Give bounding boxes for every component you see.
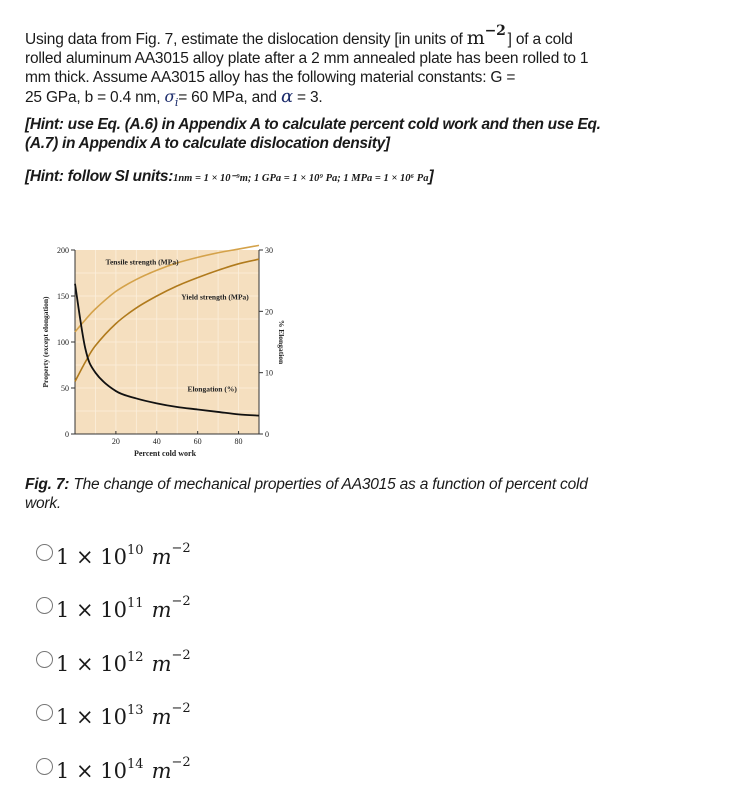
x-tick-label: 80 — [234, 437, 243, 446]
y-tick-label: 150 — [57, 292, 69, 301]
x-axis-label: Percent cold work — [133, 449, 197, 458]
question-text-part: 25 GPa, b = 0.4 nm, — [25, 89, 165, 106]
option-label: $1 \times 10^{10}$ $m^{-2}$ — [56, 541, 191, 569]
hint-si-suffix: ] — [428, 168, 434, 185]
question-line-4 — [25, 87, 725, 112]
question-text-part: ] of a cold — [507, 31, 573, 48]
sigma-symbol: σ — [164, 88, 175, 106]
y2-tick-label: 20 — [265, 307, 273, 317]
radio-button[interactable] — [36, 597, 53, 614]
question-line-3: mm thick. Assume AA3015 alloy has the following material constants: G = — [25, 69, 516, 86]
x-tick-label: 40 — [152, 437, 161, 446]
figure-caption — [25, 475, 685, 513]
y2-tick-label: 0 — [265, 430, 269, 439]
answer-option-5[interactable] — [36, 754, 191, 784]
figure-7-chart — [30, 236, 300, 466]
hint-line-2: (A.7) in Appendix A to calculate dislocation density] — [25, 135, 390, 152]
y2-tick-label: 10 — [265, 368, 273, 378]
hint-line-1: [Hint: use Eq. (A.6) in Appendix A to calculate percent cold work and then use Eq. — [25, 116, 601, 133]
chart-svg — [30, 236, 300, 466]
caption-text-2: work. — [25, 495, 62, 512]
series-annotation: Tensile strength (MPa) — [105, 257, 179, 267]
y-tick-label: 0 — [65, 430, 69, 439]
radio-button[interactable] — [36, 758, 53, 775]
series-annotation: Elongation (%) — [187, 384, 237, 394]
answer-option-3[interactable] — [36, 647, 191, 677]
question-line-1 — [25, 22, 725, 49]
answer-option-4[interactable] — [36, 700, 191, 730]
unit-exponent: −2 — [484, 23, 506, 39]
caption-label: Fig. 7: — [25, 476, 70, 493]
question-text-part: Using data from Fig. 7, estimate the dislocation density [in units of — [25, 31, 467, 48]
y2-axis-label: % Elongation — [277, 319, 286, 365]
hint-equations — [25, 115, 725, 153]
option-label: $1 \times 10^{11}$ $m^{-2}$ — [56, 594, 191, 622]
y2-tick-label: 30 — [265, 246, 273, 255]
option-label: $1 \times 10^{14}$ $m^{-2}$ — [56, 755, 191, 783]
series-annotation: Yield strength (MPa) — [181, 292, 249, 302]
hint-si-prefix: [Hint: follow SI units: — [25, 168, 174, 185]
unit-m: m — [466, 27, 485, 49]
question-text-part: = 3. — [292, 89, 323, 106]
answer-option-1[interactable] — [36, 540, 191, 570]
radio-button[interactable] — [36, 651, 53, 668]
option-label: $1 \times 10^{12}$ $m^{-2}$ — [56, 648, 191, 676]
question-line-2: rolled aluminum AA3015 alloy plate after a 2 mm annealed plate has been rolled to 1 — [25, 50, 589, 67]
option-label: $1 \times 10^{13}$ $m^{-2}$ — [56, 701, 191, 729]
radio-button[interactable] — [36, 704, 53, 721]
hint-si-units — [25, 167, 725, 188]
x-tick-label: 20 — [111, 437, 120, 446]
radio-button[interactable] — [36, 544, 53, 561]
hint-si-conversions: 1nm = 1 × 10⁻⁹m; 1 GPa = 1 × 10⁹ Pa; 1 MPa = 1 × 10⁶ Pa — [173, 173, 429, 184]
answer-option-2[interactable] — [36, 593, 191, 623]
y-tick-label: 200 — [57, 246, 69, 255]
caption-text: The change of mechanical properties of AA3015 as a function of percent cold — [69, 476, 588, 493]
x-tick-label: 60 — [193, 437, 202, 446]
question-text — [25, 22, 725, 112]
sigma-subscript: i — [174, 96, 179, 110]
y-tick-label: 100 — [57, 338, 69, 347]
y-tick-label: 50 — [61, 384, 69, 393]
alpha-symbol: α — [280, 86, 293, 107]
y-axis-label: Property (except elongation) — [41, 296, 50, 388]
question-text-part: = 60 MPa, and — [178, 89, 281, 106]
